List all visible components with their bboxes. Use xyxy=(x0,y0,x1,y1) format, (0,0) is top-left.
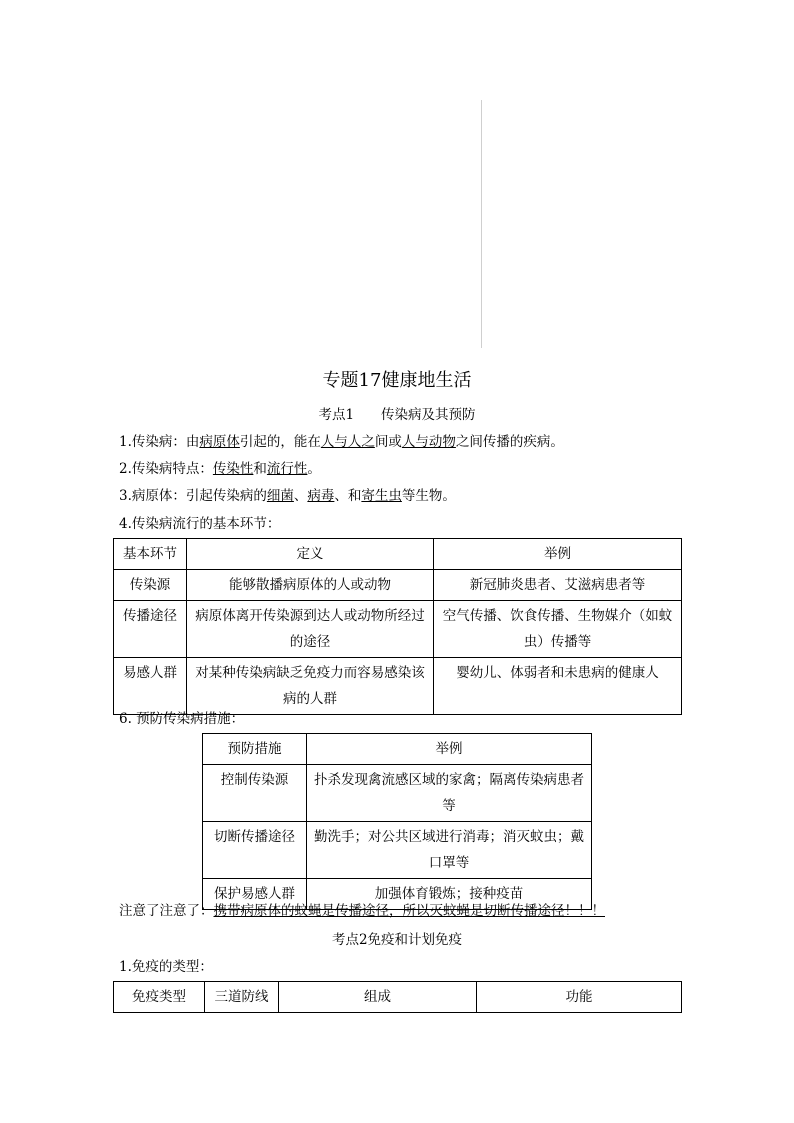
table-row xyxy=(203,765,592,822)
table-cell: 对某种传染病缺乏免疫力而容易感染该病的人群 xyxy=(187,658,434,715)
definition-line-1: 1.传染病：由病原体引起的，能在人与人之间或人与动物之间传播的疾病。 xyxy=(119,434,564,450)
prevention-measures-table xyxy=(202,733,592,910)
table-header-row xyxy=(203,734,592,765)
definition-line-2: 2.传染病特点：传染性和流行性。 xyxy=(119,461,321,477)
definition-line-3: 3.病原体：引起传染病的细菌、病毒、和寄生虫等生物。 xyxy=(119,488,456,504)
table-cell: 扑杀发现禽流感区域的家禽；隔离传染病患者等 xyxy=(307,765,592,822)
table-cell: 能够散播病原体的人或动物 xyxy=(187,570,434,601)
table-header-cell: 免疫类型 xyxy=(114,982,205,1013)
table-cell: 空气传播、饮食传播、生物媒介（如蚊虫）传播等 xyxy=(434,601,682,658)
table-cell: 切断传播途径 xyxy=(203,822,307,879)
page-title: 专题17健康地生活 xyxy=(322,370,472,391)
table-header-cell: 三道防线 xyxy=(205,982,279,1013)
definition-line-4: 4.传染病流行的基本环节： xyxy=(119,516,281,532)
table-row xyxy=(114,570,682,601)
table-cell: 保护易感人群 xyxy=(203,879,307,910)
table-cell: 控制传染源 xyxy=(203,765,307,822)
table-header-cell: 举例 xyxy=(307,734,592,765)
table-cell: 新冠肺炎患者、艾滋病患者等 xyxy=(434,570,682,601)
table-header-cell: 基本环节 xyxy=(114,539,187,570)
table-header-row xyxy=(114,539,682,570)
section-heading-1: 考点1 传染病及其预防 xyxy=(318,407,476,423)
attention-note: 注意了注意了：携带病原体的蚊蝇是传播途径，所以灭蚊蝇是切断传播途径！！！ xyxy=(119,903,605,919)
prevention-heading: 6. 预防传染病措施： xyxy=(119,711,245,727)
transmission-links-table xyxy=(113,538,682,715)
table-header-cell: 定义 xyxy=(187,539,434,570)
table-header-row xyxy=(114,982,682,1013)
table-cell: 易感人群 xyxy=(114,658,187,715)
table-cell: 加强体育锻炼；接种疫苗 xyxy=(307,879,592,910)
vertical-divider-line xyxy=(481,100,482,348)
table-header-cell: 组成 xyxy=(279,982,477,1013)
table-row xyxy=(203,822,592,879)
section-heading-2: 考点2免疫和计划免疫 xyxy=(331,932,463,948)
immunity-types-heading: 1.免疫的类型： xyxy=(119,959,213,975)
table-cell: 病原体离开传染源到达人或动物所经过的途径 xyxy=(187,601,434,658)
table-header-cell: 预防措施 xyxy=(203,734,307,765)
table-cell: 婴幼儿、体弱者和未患病的健康人 xyxy=(434,658,682,715)
table-row xyxy=(114,601,682,658)
table-header-cell: 功能 xyxy=(477,982,682,1013)
table-cell: 传染源 xyxy=(114,570,187,601)
table-cell: 勤洗手；对公共区域进行消毒；消灭蚊虫；戴口罩等 xyxy=(307,822,592,879)
immunity-types-table xyxy=(113,981,682,1013)
table-header-cell: 举例 xyxy=(434,539,682,570)
table-row xyxy=(114,658,682,715)
table-cell: 传播途径 xyxy=(114,601,187,658)
